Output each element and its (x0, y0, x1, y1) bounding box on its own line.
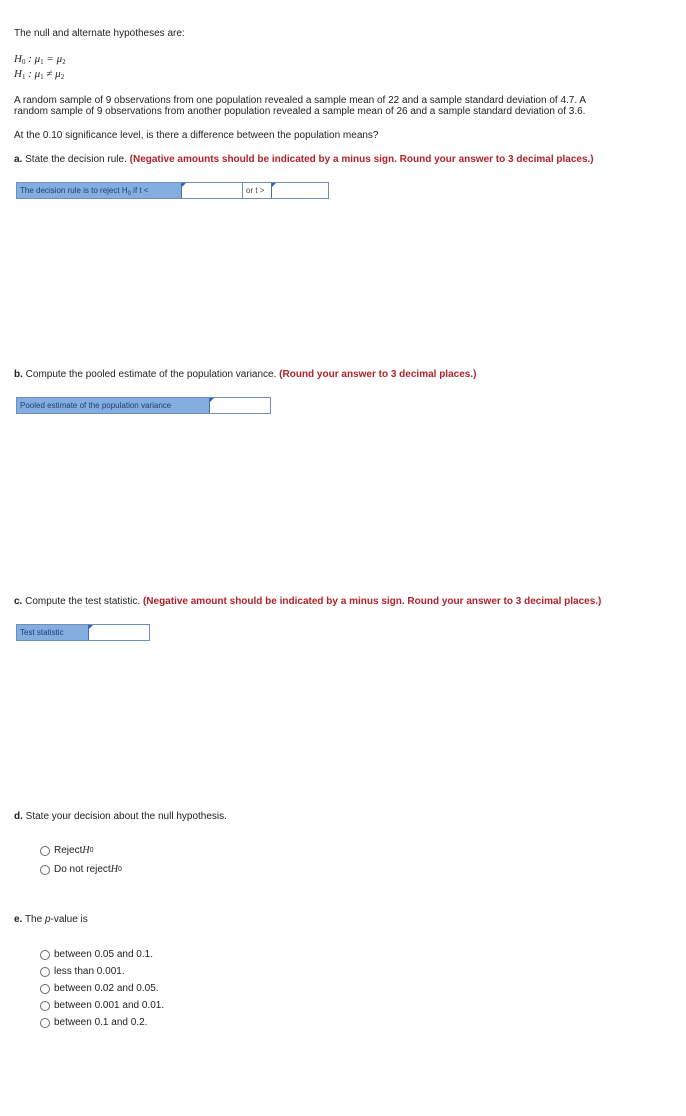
radio-button[interactable] (40, 950, 50, 960)
radio-button[interactable] (40, 984, 50, 994)
radio-button[interactable] (40, 1001, 50, 1011)
radio-button[interactable] (40, 846, 50, 856)
pooled-variance-row (16, 397, 271, 414)
option-pvalue-1[interactable]: less than 0.001. (40, 966, 125, 977)
problem-line-1: A random sample of 9 observations from one population revealed a sample mean of 22 and a sample standard deviation of 4.7. A (14, 95, 587, 106)
decision-rule-row (16, 182, 329, 199)
decision-rule-or-label: or t > (242, 183, 271, 198)
decision-rule-label: The decision rule is to reject $H_0$ if t < (17, 183, 181, 198)
part-e-prompt: e. The p-value is (14, 914, 88, 925)
option-do-not-reject-h0[interactable]: Do not reject H 0 (40, 864, 122, 875)
decision-rule-lower-input[interactable] (181, 183, 242, 198)
radio-button[interactable] (40, 967, 50, 977)
part-c-prompt: c. Compute the test statistic. (Negative amount should be indicated by a minus sign. Round your answer to 3 decimal places.) (14, 596, 602, 607)
part-d-prompt: d. State your decision about the null hypothesis. (14, 811, 227, 822)
test-statistic-input[interactable] (88, 625, 149, 640)
alternate-hypothesis: $H_1$ : $\mu_1 \ne \mu_2$ (14, 68, 65, 81)
radio-button[interactable] (40, 865, 50, 875)
problem-line-2: random sample of 9 observations from another population revealed a sample mean of 26 and a sample standard deviation of 3.6. (14, 106, 586, 117)
test-statistic-row (16, 624, 150, 641)
pooled-variance-input[interactable] (209, 398, 270, 413)
radio-button[interactable] (40, 1018, 50, 1028)
option-reject-h0[interactable]: Reject H 0 (40, 845, 94, 856)
option-pvalue-0[interactable]: between 0.05 and 0.1. (40, 949, 153, 960)
decision-rule-upper-input[interactable] (271, 183, 328, 198)
option-pvalue-2[interactable]: between 0.02 and 0.05. (40, 983, 159, 994)
part-a-prompt: a. State the decision rule. (Negative amounts should be indicated by a minus sign. Round your answer to 3 decimal places.) (14, 154, 594, 165)
option-pvalue-3[interactable]: between 0.001 and 0.01. (40, 1000, 164, 1011)
intro-text: The null and alternate hypotheses are: (14, 28, 185, 39)
part-b-prompt: b. Compute the pooled estimate of the population variance. (Round your answer to 3 decimal places.) (14, 369, 477, 380)
option-pvalue-4[interactable]: between 0.1 and 0.2. (40, 1017, 147, 1028)
pooled-variance-label: Pooled estimate of the population variance (17, 398, 209, 413)
null-hypothesis: $H_0$ : $\mu_1 = \mu_2$ (14, 53, 66, 66)
test-statistic-label: Test statistic (17, 625, 88, 640)
question-text: At the 0.10 significance level, is there a difference between the population means? (14, 130, 379, 141)
